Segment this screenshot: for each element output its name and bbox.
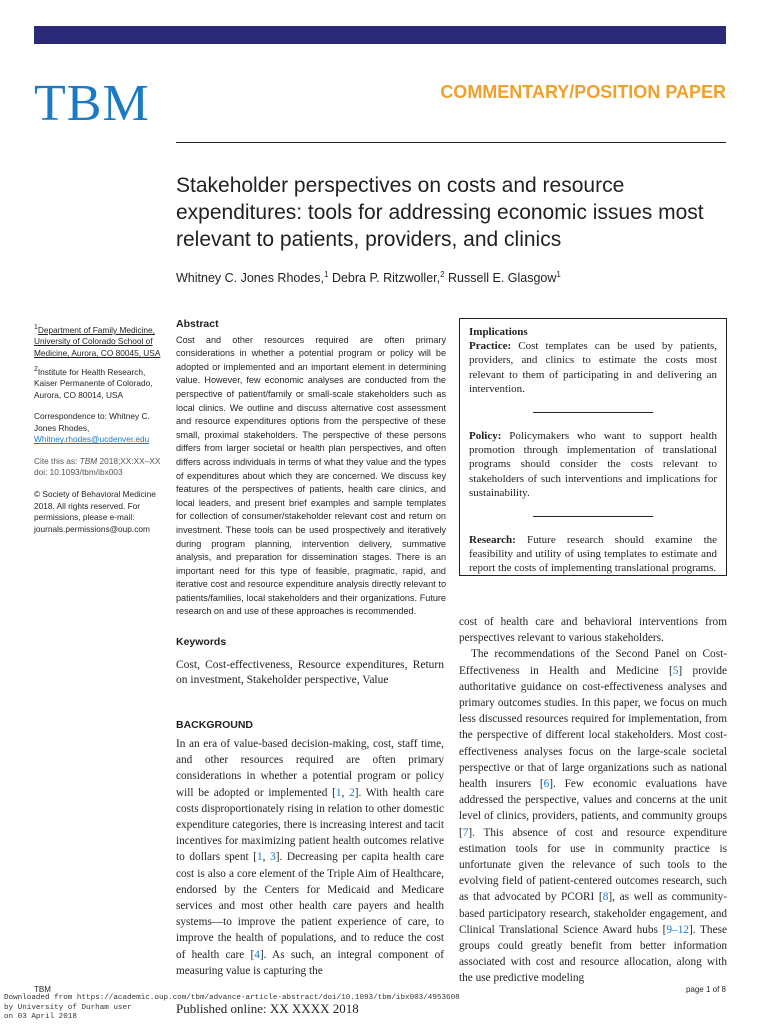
paper-type-label: COMMENTARY/POSITION PAPER (440, 82, 726, 102)
reference-link[interactable]: 5 (672, 664, 679, 677)
abstract-section (176, 318, 446, 619)
body-paragraph: cost of health care and behavioral interventions from perspectives relevant to various stakeholders. (459, 616, 727, 645)
author-name: Debra P. Ritzwoller, (331, 271, 441, 286)
body-paragraph: The recommendations of the Second Panel on Cost-Effectiveness in Health and Medicine [5] provide authoritative guidance on cost-effectiveness analyses and primary outcomes studies. In this paper, we focus on much less discussed resources required for implementation, from the perspective of different local stakeholders. Most cost-effectiveness analyses focus on the large-scale societal perspective or that of large organizations such as national health insurers [6]. Few economic evaluations have addressed the perspective, values and concerns at the unit level of clinics, providers, patients, and community groups [7]. This absence of cost and resource expenditure estimation tools for use in community practice is unfortunate given the relevance of such tools to the evolving field of patient-centered outcomes research, such as that advocated by PCORI [8], as well as community-based participatory research, stakeholder engagement, and Clinical Translational Science Award hubs [9–12]. These groups could greatly benefit from better information associated with cost and resource allocation, along with the use predictive modeling (459, 648, 728, 985)
correspondence-email-link[interactable]: Whitney.rhodes@ucdenver.edu (34, 434, 150, 445)
author-name: Russell E. Glasgow (448, 271, 557, 286)
article-title: Stakeholder perspectives on costs and resource expenditures: tools for addressing economic issues most relevant to patients, providers, and clinics (176, 174, 704, 251)
doi: doi: 10.1093/tbm/ibx003 (34, 467, 123, 478)
page-number: page 1 of 8 (685, 985, 726, 994)
reference-link[interactable]: 1 (256, 851, 263, 864)
abstract-heading: Abstract (176, 318, 219, 330)
reference-link[interactable]: 9–12 (666, 923, 689, 936)
right-column-body (459, 614, 727, 987)
author-name: Whitney C. Jones Rhodes, (176, 271, 324, 286)
implications-policy: Policy: Policymakers who want to support health promotion through implementation of translational programs should consider the costs relevant to stakeholders of such interventions and implications for sustainability. (469, 430, 717, 499)
background-paragraph: In an era of value-based decision-making, cost, staff time, and other resources required are often primary considerations in whether a potential program or policy will be adopted or implemented [1, 2]. With health care costs disproportionately rising in relation to other domestic expenditure categories, there is increasing interest and tacit incentives for maximizing patient health outcomes relative to dollars spent [1, 3]. Decreasing per capita health care cost is also a core element of the Triple Aim of Healthcare, endorsed by the Centers for Medicaid and Medicare services and most other health care payers and health systems—to improve the patient experience of care, to improve the health of populations, and to reduce the cost of health care [4]. As such, an integral component of measuring value is capturing the (176, 738, 444, 977)
background-heading: BACKGROUND (176, 719, 253, 731)
correspondence: Correspondence to: Whitney C. Jones Rhodes, Whitney.rhodes@ucdenver.edu (34, 411, 150, 445)
abstract-text: Cost and other resources required are often primary considerations in whether a potential program or policy will be adopted or implemented and an important element in determining value. However, few economic analyses are conducted from the perspective of patient/family or small-scale stakeholders such as local clinics. We outline and discuss alternative cost assessment and resource expenditures options from the perspective of these small, proximal stakeholders. The perspective of these persons differs from larger societal or health plan perspectives, and often differs across individuals in terms of what they value and the types of expenditures about which they are concerned. We discuss key features of the perspectives of patients, health care clinics, and local leaders, and present brief examples and sample templates for collection of consumer/stakeholder relevant cost and return on investment. These tools can be used prospectively and iteratively during program planning, intervention delivery, summative analysis, and preparation for dissemination stages. There is an important need for this type of feasible, pragmatic, rapid, and iterative cost and resource expenditure analysis directly relevant to patients/families, local stakeholders and their organizations. Future research on and use of these approaches is recommended. (176, 334, 446, 617)
footer-journal: TBM (34, 985, 51, 994)
affiliation-1: $^1$Department of Family Medicine, University of Colorado School of Medicine, Aurora, CO 80045, USA (34, 324, 161, 358)
keywords-heading: Keywords (176, 636, 227, 648)
author-affiliation-mark: 1 (556, 270, 561, 279)
author-affiliation-mark: 1 (324, 270, 329, 279)
affiliation-2: $^2$Institute for Health Research, Kaiser Permanente of Colorado, Aurora, CO 80014, USA (34, 365, 153, 400)
reference-link[interactable]: 2 (349, 786, 355, 799)
author-list (176, 270, 561, 285)
implications-box (459, 318, 727, 576)
implications-divider (533, 412, 653, 413)
citation: Cite this as: TBM 2018;XX:XX–XX doi: 10.1093/tbm/ibx003 (34, 455, 161, 478)
implications-practice: Practice: Cost templates can be used by patients, providers, and clinics to estimate the costs most relevant to them of participating in and delivering an intervention. (469, 340, 717, 395)
published-date: Published online: XX XXXX 2018 (176, 1001, 359, 1016)
keywords-text: Cost, Cost-effectiveness, Resource expenditures, Return on investment, Stakeholder perspective, Value (176, 659, 444, 686)
implications-research: Research: Future research should examine the feasibility and utility of using templates to estimate and report the costs of implementing translational programs. (469, 534, 718, 575)
affiliations-column (34, 322, 162, 545)
reference-link[interactable]: 8 (602, 891, 609, 904)
implications-heading: Implications (469, 326, 528, 338)
reference-link[interactable]: 6 (543, 778, 550, 791)
download-watermark: Downloaded from https://academic.oup.com/tbm/advance-article-abstract/doi/10.1093/tbm/ibx003/4953608 by University of Durham user on 03 April 2018 (4, 994, 460, 1021)
top-banner-bar (34, 26, 726, 44)
author-affiliation-mark: 2 (440, 270, 445, 279)
header-divider (176, 142, 726, 143)
reference-link[interactable]: 3 (270, 851, 276, 864)
copyright-notice: © Society of Behavioral Medicine 2018. All rights reserved. For permissions, please e-mail: journals.permissions@oup.com (34, 489, 156, 534)
reference-link[interactable]: 7 (462, 826, 469, 839)
reference-link[interactable]: 4 (254, 948, 260, 961)
reference-link[interactable]: 1 (335, 786, 342, 799)
journal-logo: TBM (34, 75, 150, 132)
implications-divider (533, 516, 653, 517)
